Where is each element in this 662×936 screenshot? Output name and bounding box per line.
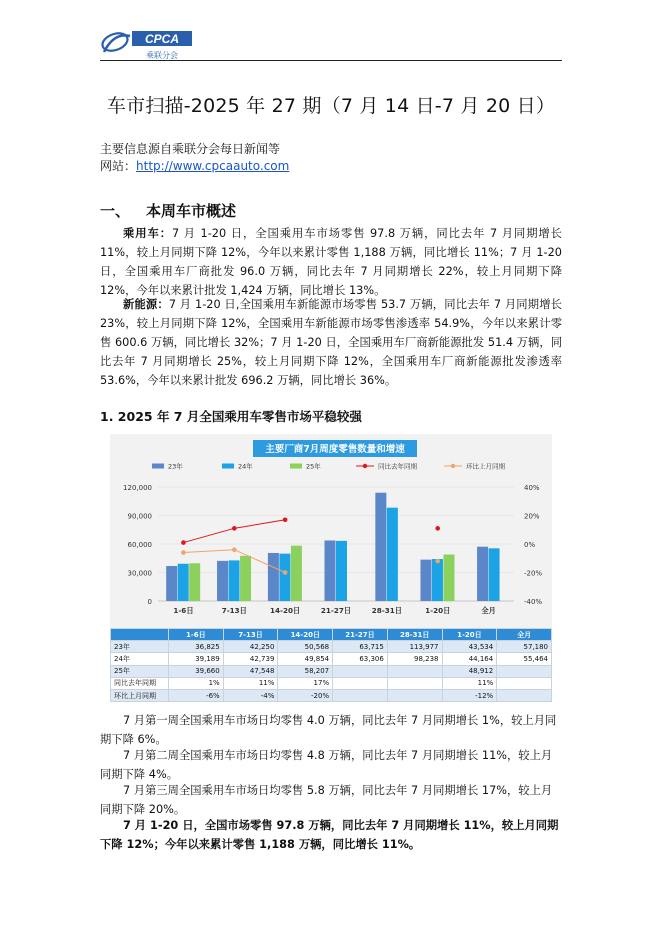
table-cell: 55,464 <box>497 653 552 665</box>
table-cell: 47,548 <box>223 665 278 677</box>
table-cell: 44,164 <box>442 653 497 665</box>
section-heading: 本周车市概述 <box>146 202 237 220</box>
table-cell: -6% <box>169 689 224 701</box>
line-point-同比去年同期 <box>232 526 237 531</box>
table-row-label: 24年 <box>111 653 169 665</box>
table-header-cell <box>111 629 169 641</box>
y2-tick-label: -40% <box>524 598 543 606</box>
section-number: 一、 <box>100 202 131 220</box>
nev-text: 7 月 1-20 日,全国乘用车新能源市场零售 53.7 万辆，同比去年 7 月同期增长 23%，较上月同期下降 12%，全国乘用车新能源市场零售渗透率 54.9%，今年以来累计零售 600.6 万辆，同比增长 32%；7 月 1-20 日，全国乘用车厂商新能源批发 51.4 万辆，同比去年 7 月同期增长 25%，较上月同期下降 12%，全国乘用车厂商新能源批发渗透率 53.6%，今年以来累计批发 696.2 万辆，同比增长 36%。 <box>100 298 562 387</box>
table-cell <box>333 689 388 701</box>
table-cell <box>497 665 552 677</box>
passenger-car-text: 7 月 1-20 日，全国乘用车市场零售 97.8 万辆，同比去年 7 月同期增长 11%，较上月同期下降 12%，今年以来累计零售 1,188 万辆，同比增长 11%；7 月 1-20 日，全国乘用车厂商批发 96.0 万辆，同比去年 7 月同期增长 22%，较上月同期下降 12%，今年以来累计批发 1,424 万辆，同比增长 13%。 <box>100 227 562 297</box>
table-cell: 39,189 <box>169 653 224 665</box>
website-label: 网站： <box>100 159 137 173</box>
line-point-环比上月同期 <box>181 550 186 555</box>
line-point-同比去年同期 <box>435 526 440 531</box>
table-cell: 98,238 <box>387 653 442 665</box>
table-cell <box>333 677 388 689</box>
x-tick-label: 1-6日 <box>173 606 194 615</box>
y-tick-label: 90,000 <box>127 512 152 521</box>
table-cell <box>497 677 552 689</box>
bar-23年 <box>325 540 336 601</box>
table-header-cell: 14-20日 <box>278 629 333 641</box>
header-rule <box>100 60 562 61</box>
source-line: 主要信息源自乘联分会每日新闻等 <box>100 142 281 156</box>
week2-paragraph: 7 月第二周全国乘用车市场日均零售 4.8 万辆，同比去年 7 月同期增长 11%，较上月同期下降 4%。 <box>100 749 553 781</box>
x-axis-ticks <box>173 606 495 615</box>
x-tick-label: 7-13日 <box>221 606 247 615</box>
weekly-retail-chart <box>110 434 552 630</box>
legend-swatch <box>152 464 164 469</box>
table-cell: 113,977 <box>387 641 442 653</box>
table-cell: 58,207 <box>278 665 333 677</box>
table-row <box>111 641 552 653</box>
table-header-cell: 全月 <box>497 629 552 641</box>
week3-paragraph: 7 月第三周全国乘用车市场日均零售 5.8 万辆，同比去年 7 月同期增长 17%，较上月同期下降 20%。 <box>100 784 553 816</box>
y-tick-label: 0 <box>147 598 152 606</box>
bar-23年 <box>268 553 279 601</box>
bar-25年 <box>240 556 251 601</box>
x-tick-label: 全月 <box>481 606 496 615</box>
weekly-retail-table <box>110 628 552 702</box>
table-cell: 63,306 <box>333 653 388 665</box>
y2-tick-label: -20% <box>524 569 543 578</box>
table-header-cell: 28-31日 <box>387 629 442 641</box>
table-cell: 48,912 <box>442 665 497 677</box>
table-header-cell: 1-20日 <box>442 629 497 641</box>
table-cell: 11% <box>442 677 497 689</box>
table-header-cell: 1-6日 <box>169 629 224 641</box>
y-tick-label: 60,000 <box>127 541 152 549</box>
passenger-car-label: 乘用车： <box>123 227 172 240</box>
table-header-cell: 7-13日 <box>223 629 278 641</box>
passenger-car-paragraph <box>100 224 562 300</box>
table-header-row <box>111 629 552 641</box>
table-cell: 50,568 <box>278 641 333 653</box>
table-cell <box>387 689 442 701</box>
table-cell <box>387 677 442 689</box>
table-row-label: 25年 <box>111 665 169 677</box>
legend-label: 23年 <box>168 462 183 471</box>
line-point-同比去年同期 <box>283 517 288 522</box>
website-link[interactable]: http://www.cpcaauto.com <box>136 159 290 173</box>
table-cell: -4% <box>223 689 278 701</box>
week1-paragraph: 7 月第一周全国乘用车市场日均零售 4.0 万辆，同比去年 7 月同期增长 1%，较上月同期下降 6%。 <box>100 714 557 746</box>
x-tick-label: 28-31日 <box>371 606 402 615</box>
bar-23年 <box>477 547 488 601</box>
bar-23年 <box>420 560 431 601</box>
table-row-label: 23年 <box>111 641 169 653</box>
table-cell: 49,854 <box>278 653 333 665</box>
table-row <box>111 665 552 677</box>
legend-marker <box>363 464 367 468</box>
bar-25年 <box>189 563 200 601</box>
bar-24年 <box>489 548 500 601</box>
bar-25年 <box>291 546 302 601</box>
table-cell: 63,715 <box>333 641 388 653</box>
table-cell: 57,180 <box>497 641 552 653</box>
legend-label: 同比去年同期 <box>378 462 417 471</box>
table-header-cell: 21-27日 <box>333 629 388 641</box>
x-tick-label: 1-20日 <box>425 606 451 615</box>
table-cell: 17% <box>278 677 333 689</box>
logo-text: CPCA <box>144 32 180 46</box>
legend-swatch <box>222 464 234 469</box>
table-cell: 43,534 <box>442 641 497 653</box>
document-title: 车市扫描-2025 年 27 期（7 月 14 日-7 月 20 日） <box>106 95 556 117</box>
legend-swatch <box>290 464 302 469</box>
bar-23年 <box>166 566 177 601</box>
table-cell: 42,250 <box>223 641 278 653</box>
bar-24年 <box>279 554 290 601</box>
x-tick-label: 21-27日 <box>320 606 352 615</box>
table-cell: 39,660 <box>169 665 224 677</box>
table-cell: -20% <box>278 689 333 701</box>
line-point-环比上月同期 <box>232 547 237 552</box>
table-row-label: 环比上月同期 <box>111 689 169 701</box>
y2-tick-label: 40% <box>524 484 540 492</box>
y-tick-label: 30,000 <box>127 569 152 578</box>
bar-24年 <box>336 541 347 601</box>
y2-tick-label: 20% <box>524 512 540 521</box>
table-cell <box>387 665 442 677</box>
bar-23年 <box>375 493 386 601</box>
table-cell <box>497 689 552 701</box>
y2-tick-label: 0% <box>524 541 536 549</box>
bar-25年 <box>443 555 454 601</box>
cpca-logo <box>100 28 196 62</box>
x-tick-label: 14-20日 <box>270 606 301 615</box>
table-row-label: 同比去年同期 <box>111 677 169 689</box>
section-title <box>100 200 236 221</box>
bar-24年 <box>432 559 443 601</box>
bar-24年 <box>387 508 398 601</box>
line-point-环比上月同期 <box>283 570 288 575</box>
table-cell: 36,825 <box>169 641 224 653</box>
bar-24年 <box>178 564 189 601</box>
y-tick-label: 120,000 <box>123 484 152 492</box>
line-point-同比去年同期 <box>181 540 186 545</box>
table-row <box>111 677 552 689</box>
table-cell: 11% <box>223 677 278 689</box>
nev-label: 新能源： <box>123 298 169 311</box>
bar-23年 <box>217 561 228 601</box>
table-row <box>111 689 552 701</box>
table-cell <box>333 665 388 677</box>
line-point-环比上月同期 <box>435 559 440 564</box>
table-row <box>111 653 552 665</box>
subsection-title: 1. 2025 年 7 月全国乘用车零售市场平稳较强 <box>100 409 362 424</box>
nev-paragraph <box>100 295 562 390</box>
legend-label: 24年 <box>238 462 253 471</box>
logo-subtext: 乘联分会 <box>146 51 178 60</box>
cumulative-paragraph: 7 月 1-20 日，全国市场零售 97.8 万辆，同比去年 7 月同期增长 11%，较上月同期下降 12%；今年以来累计零售 1,188 万辆，同比增长 11%。 <box>100 819 559 851</box>
table-cell: 42,739 <box>223 653 278 665</box>
website-line <box>100 157 289 174</box>
table-cell: -12% <box>442 689 497 701</box>
legend-marker <box>451 464 455 468</box>
legend-label: 25年 <box>306 462 321 471</box>
bar-24年 <box>229 560 240 601</box>
table-cell: 1% <box>169 677 224 689</box>
legend-label: 环比上月同期 <box>466 462 505 471</box>
chart-title: 主要厂商7月周度零售数量和增速 <box>265 444 405 455</box>
